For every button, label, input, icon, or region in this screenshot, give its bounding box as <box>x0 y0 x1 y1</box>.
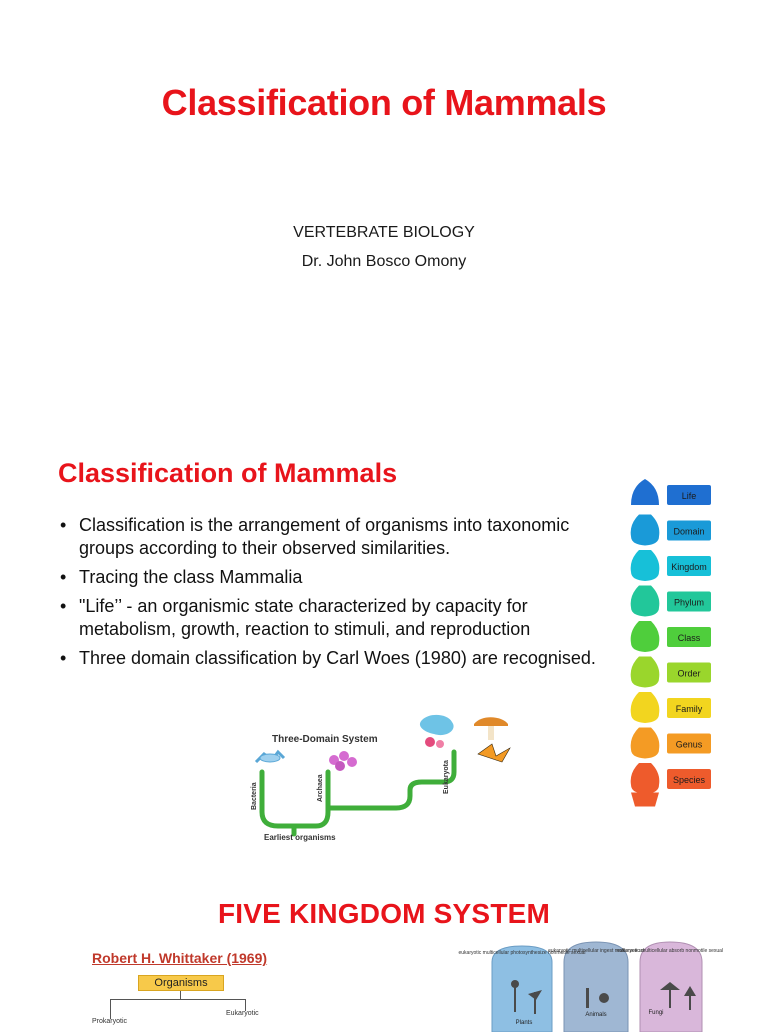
diagram-title: Three-Domain System <box>272 734 378 745</box>
animals-desc: eukaryotic multicellular ingest motile sexual <box>548 948 644 954</box>
plants-label: Plants <box>515 1020 533 1026</box>
hierarchy-label: Family <box>675 704 703 714</box>
hierarchy-level-species <box>631 763 711 794</box>
page-title: Classification of Mammals <box>161 82 607 123</box>
hierarchy-level-domain <box>631 515 711 546</box>
hierarchy-level-genus <box>631 728 711 759</box>
whittaker-caption: Robert H. Whittaker (1969) <box>92 950 268 966</box>
slide-title: Classification of Mammals <box>58 458 398 488</box>
fungi-desc: eukaryotic multicellular absorb nonmotile sexual <box>616 948 724 954</box>
kingdom-oval-figure <box>458 942 724 1032</box>
fungi-label: Fungi <box>648 1010 664 1016</box>
root-label: Earliest organisms <box>264 833 336 842</box>
hierarchy-shape <box>631 657 660 688</box>
hierarchy-shape <box>631 692 660 723</box>
hierarchy-label: Species <box>672 775 706 785</box>
whittaker-tree-figure <box>80 948 300 1028</box>
taxonomy-hierarchy-figure <box>623 475 715 810</box>
hierarchy-level-family <box>631 692 711 723</box>
slide-title: FIVE KINGDOM SYSTEM <box>217 898 551 929</box>
hierarchy-label: Genus <box>675 739 703 750</box>
hierarchy-label: Life <box>681 491 697 501</box>
bullet-text: Tracing the class Mammalia <box>79 567 303 587</box>
plants-desc: eukaryotic multicellular photosynthesize nonmotile sexual <box>458 950 586 956</box>
bullet-list <box>60 514 620 676</box>
hierarchy-shape <box>631 515 660 546</box>
list-item <box>60 647 620 670</box>
bullet-icon: • <box>60 648 67 668</box>
archaea-icon <box>329 751 357 771</box>
branch-label-archaea: Archaea <box>317 774 324 802</box>
animals-label: Animals <box>585 1012 607 1018</box>
hierarchy-shape <box>631 621 660 652</box>
organisms-node: Organisms <box>138 975 224 991</box>
content-slide <box>0 430 768 850</box>
list-item <box>60 514 620 560</box>
bullet-text: Three domain classification by Carl Woes (1980) are recognised. <box>79 648 596 668</box>
course-name: VERTEBRATE BIOLOGY <box>293 224 475 241</box>
tree-connector <box>110 999 245 1000</box>
hierarchy-level-order <box>631 657 711 688</box>
three-domain-figure <box>226 712 526 842</box>
eukaryotic-label: Eukaryotic <box>226 1010 259 1017</box>
hierarchy-label: Order <box>677 668 701 679</box>
prokaryotic-label: Prokaryotic <box>92 1018 128 1025</box>
hierarchy-base <box>631 793 659 807</box>
bullet-icon: • <box>60 596 67 616</box>
hierarchy-level-life <box>631 479 711 505</box>
hierarchy-shape <box>631 586 660 617</box>
list-item <box>60 566 620 589</box>
bullet-icon: • <box>60 567 67 587</box>
five-kingdom-slide <box>0 870 768 1024</box>
hierarchy-label: Class <box>677 633 701 643</box>
hierarchy-shape <box>631 550 660 581</box>
tree-branches <box>262 752 454 834</box>
hierarchy-label: Domain <box>673 526 705 537</box>
bullet-text: "Life’’ - an organismic state characterized by capacity for metabolism, growth, reaction to stimuli, and reproduction <box>79 596 531 639</box>
subtitle <box>0 218 768 276</box>
hierarchy-shape <box>631 479 659 505</box>
author-name: Dr. John Bosco Omony <box>301 253 467 270</box>
hierarchy-label: Kingdom <box>671 562 707 572</box>
bullet-icon: • <box>60 515 67 535</box>
list-item <box>60 595 620 641</box>
hierarchy-level-kingdom <box>631 550 711 581</box>
branch-label-bacteria: Bacteria <box>251 782 258 810</box>
title-slide <box>0 0 768 420</box>
branch-label-eukaryota: Eukaryota <box>443 760 450 794</box>
tree-connector <box>180 991 181 999</box>
hierarchy-level-phylum <box>631 586 711 617</box>
hierarchy-shape <box>631 728 660 759</box>
bullet-text: Classification is the arrangement of organisms into taxonomic groups according to their observed similarities. <box>79 515 570 558</box>
eukaryota-icon <box>420 715 510 762</box>
tree-connector <box>110 999 111 1019</box>
hierarchy-shape <box>631 763 660 794</box>
hierarchy-level-class <box>631 621 711 652</box>
bacteria-icon <box>256 752 284 762</box>
hierarchy-label: Phylum <box>673 597 705 608</box>
